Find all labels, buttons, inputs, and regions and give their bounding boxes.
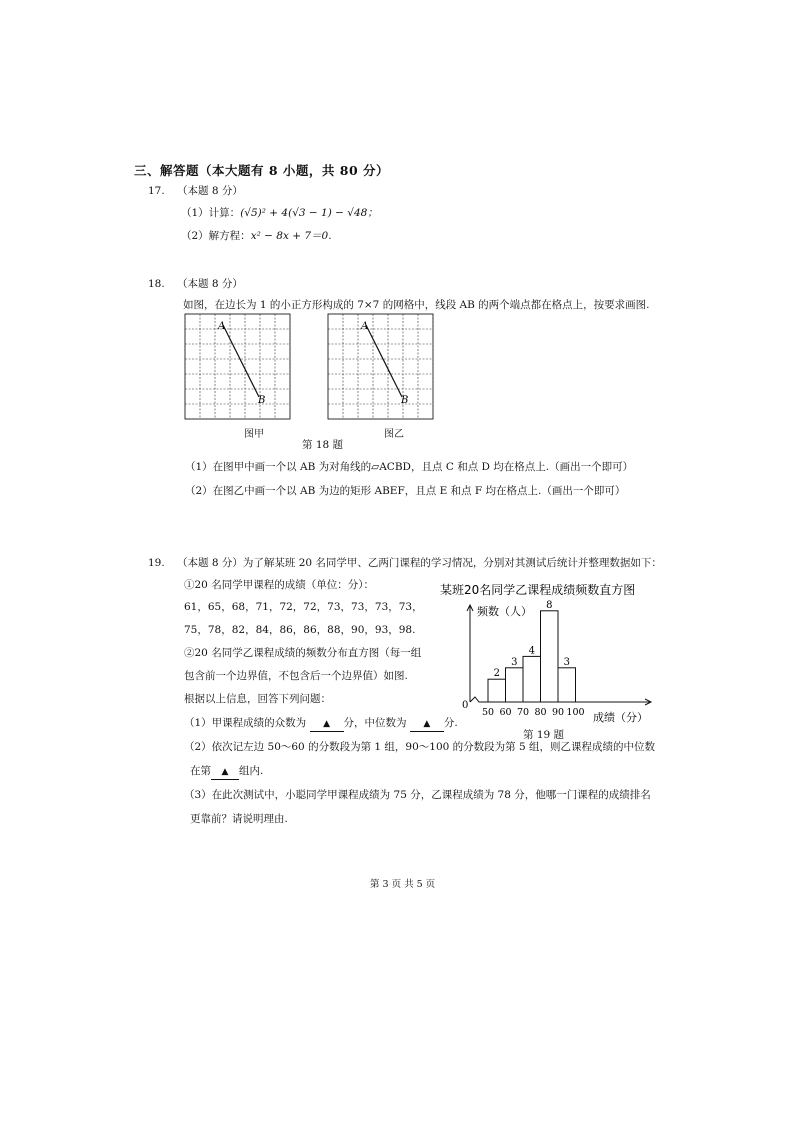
fig2-label: 图乙 <box>384 429 404 440</box>
point-B-label: B <box>401 395 409 406</box>
bar-value-label: 8 <box>546 599 553 611</box>
q17-number: 17. <box>148 185 165 197</box>
page-footer: 第 3 页 共 5 页 <box>370 879 436 890</box>
q18-grid-figure-1 <box>180 312 320 444</box>
q19-intro: （本题 8 分）为了解某班 20 名同学甲、乙两门课程的学习情况，分别对其测试后统计并整理数据如下： <box>177 557 662 569</box>
triangle-mark: ▲ <box>221 767 229 777</box>
q17-points: （本题 8 分） <box>177 185 243 197</box>
q19-number: 19. <box>148 557 165 569</box>
q18-points: （本题 8 分） <box>177 278 243 290</box>
q19-info: 根据以上信息，回答下列问题： <box>184 693 331 705</box>
q17-part1-label: （1）计算： <box>181 207 241 219</box>
grid-border <box>185 314 290 419</box>
answer-blank-3 <box>211 764 239 780</box>
q17-part2-expr: x² − 8x + 7＝0. <box>250 230 332 242</box>
x-tick-label: 100 <box>566 707 585 718</box>
chart-origin: 0 <box>462 700 469 711</box>
x-tick-label: 60 <box>499 707 512 718</box>
x-tick-label: 70 <box>516 707 530 718</box>
answer-blank-2 <box>410 716 444 732</box>
fig1-label: 图甲 <box>244 429 264 440</box>
bar-value-label: 4 <box>528 645 535 657</box>
q19-scores-line1: 61，65，68，71，72，72，73，73，73，73， <box>184 601 423 613</box>
q19-scores-line2: 75，78，82，84，86，86，88，90，93，98. <box>184 624 416 636</box>
q19-part3-line2: 更靠前？请说明理由. <box>190 813 288 825</box>
grid-lines <box>185 314 290 419</box>
point-A-label: A <box>361 321 369 332</box>
q19-histogram <box>440 578 670 743</box>
section-title: 三、解答题（本大题有 8 小题，共 80 分） <box>134 163 390 178</box>
q18-intro: 如图，在边长为 1 的小正方形构成的 7×7 的网格中，线段 AB 的两个端点都在格点上，按要求画图. <box>183 299 650 311</box>
q19-part1-text-b: 分，中位数为 <box>343 717 407 729</box>
histogram-bar <box>523 656 541 702</box>
bar-value-label: 2 <box>493 668 500 680</box>
triangle-mark: ▲ <box>323 719 330 729</box>
q17-part2-label: （2）解方程： <box>181 230 251 242</box>
q18-caption: 第 18 题 <box>302 439 344 451</box>
bar-value-label: 3 <box>511 656 518 668</box>
segment-AB <box>223 325 259 397</box>
triangle-mark: ▲ <box>423 719 431 729</box>
point-B-label: B <box>258 395 266 406</box>
q19-item2-line2: 包含前一个边界值，不包含后一个边界值）如图. <box>184 670 408 682</box>
histogram-bar <box>488 679 506 702</box>
q19-part1-text-c: 分. <box>443 717 458 729</box>
q17-part1 <box>181 206 378 220</box>
q19-item2-line1: ②20 名同学乙课程成绩的频数分布直方图（每一组 <box>184 647 422 659</box>
q18-part1: （1）在图甲中画一个以 AB 为对角线的▱ACBD，且点 C 和点 D 均在格点上.（画出一个即可） <box>185 461 634 473</box>
q19-part2-line1: （2）依次记左边 50～60 的分数段为第 1 组，90～100 的分数段为第 5 组，则乙课程成绩的中位数 <box>184 741 656 753</box>
chart-title: 某班20名同学乙课程成绩频数直方图 <box>440 583 636 597</box>
q18-number: 18. <box>148 278 165 290</box>
grid-lines <box>328 314 433 419</box>
histogram-bar <box>506 668 524 702</box>
bar-value-label: 3 <box>563 656 570 668</box>
histogram-bar <box>558 668 576 702</box>
chart-ylabel: 频数（人） <box>477 605 532 618</box>
q17-part1-expr: (√5)² + 4(√3 − 1) − √48； <box>240 207 378 219</box>
q19-part2-line2 <box>190 764 263 780</box>
answer-blank-1 <box>310 716 344 732</box>
grid-border <box>328 314 433 419</box>
q19-part2-text-b: 组内. <box>239 765 264 777</box>
q19-part2-text-a: 在第 <box>190 765 211 777</box>
q19-caption: 第 19 题 <box>523 729 565 741</box>
x-tick-label: 50 <box>481 707 495 718</box>
q17-part2 <box>181 229 332 243</box>
histogram-bar <box>541 611 559 702</box>
q19-item1-title: ①20 名同学甲课程的成绩（单位：分）： <box>184 579 374 591</box>
point-A-label: A <box>218 321 226 332</box>
q19-part3-line1: （3）在此次测试中，小聪同学甲课程成绩为 75 分，乙课程成绩为 78 分，他哪一门课程的成绩排名 <box>184 789 651 801</box>
x-tick-label: 80 <box>534 707 547 718</box>
chart-xlabel: 成绩（分） <box>593 711 648 724</box>
segment-AB <box>366 325 402 397</box>
q19-part1 <box>184 716 458 732</box>
x-tick-label: 90 <box>551 707 565 718</box>
q18-grid-figure-2 <box>323 312 463 444</box>
q18-part2: （2）在图乙中画一个以 AB 为边的矩形 ABEF，且点 E 和点 F 均在格点上.（画出一个即可） <box>185 485 626 497</box>
q19-part1-text-a: （1）甲课程成绩的众数为 <box>184 717 307 729</box>
